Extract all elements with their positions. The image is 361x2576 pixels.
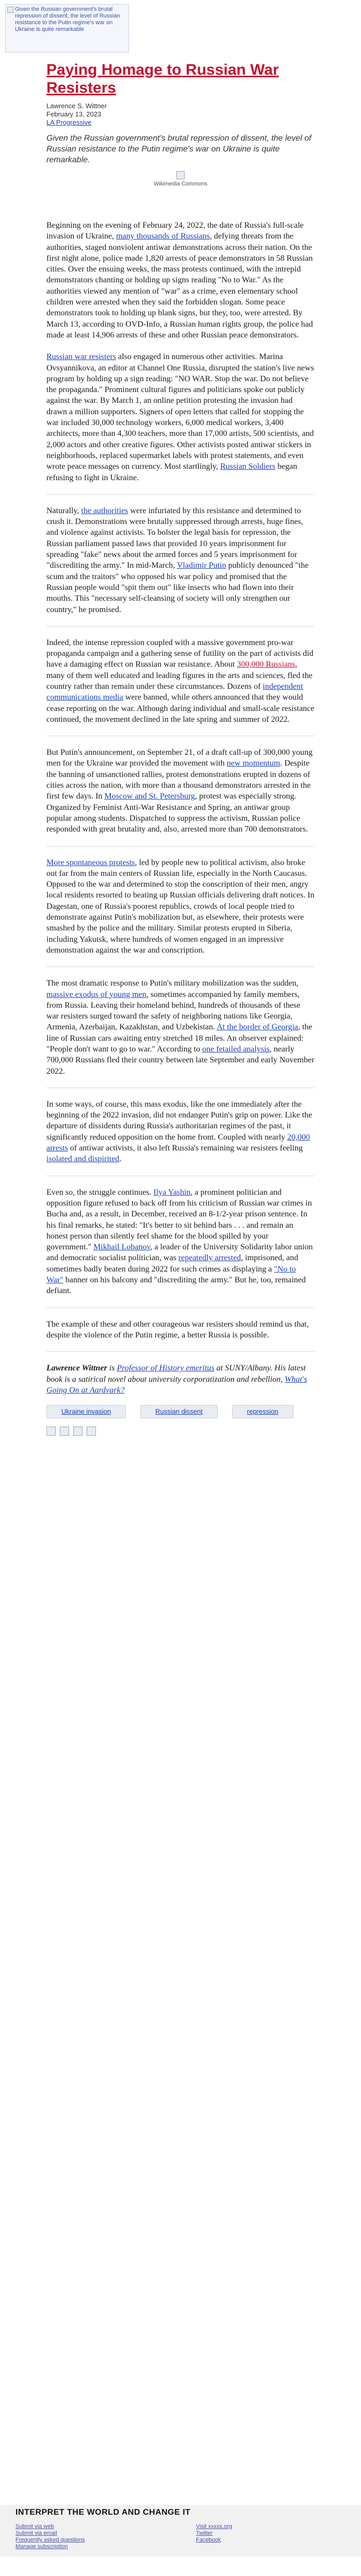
paragraph-4: Indeed, the intense repression coupled with a massive government pro-war propaganda campaign and a gathering sense of futility on the part of activists did have a damaging effect on Russian war resistance. About 300,000 Russians, many of them well educated and leading figures in the arts and sciences, fled the country rather than remain under these circumstances. Dozens of independent communications media were banned, while others announced that they would cease reporting on the war. Although daring individual and small-scale resistance continued, the movement declined in the late spring and summer of 2022.: [46, 638, 315, 724]
article-image: [46, 171, 315, 187]
link-submit-web[interactable]: Submit via web: [15, 2523, 54, 2530]
link-spontaneous-protests[interactable]: More spontaneous protests: [46, 858, 135, 867]
link-massive-exodus[interactable]: massive exodus of young men: [46, 990, 146, 999]
footer-heading: INTERPRET THE WORLD AND CHANGE IT: [15, 2508, 191, 2517]
tag-list: [46, 1405, 315, 1418]
broken-image-icon: [7, 7, 13, 13]
hero-alt-text: Given the Russian government's brutal repression of dissent, the level of Russian resistance to the Putin regime's war on Ukraine is quite remarkable: [15, 6, 120, 32]
image-credit: Wikimedia Commons: [154, 181, 207, 187]
link-russian-soldiers[interactable]: Russian Soldiers: [220, 462, 276, 471]
article: [46, 61, 315, 1439]
tag-ukraine-invasion[interactable]: Ukraine invasion: [46, 1405, 126, 1418]
link-twitter[interactable]: Twitter: [196, 2530, 213, 2536]
link-book-title[interactable]: What's Going On at Aardvark?: [46, 1375, 307, 1395]
link-mikhail-lobanov[interactable]: Mikhail Lobanov: [93, 1243, 151, 1252]
paragraph-1: Beginning on the evening of February 24, 2022, the date of Russia's full-scale invasion of Ukraine, many thousands of Russians, defying threats from the authorities, staged nonviolent antiwar demonstrations across their nation. On the first night alone, police made 1,820 arrests of peace demonstrators in 58 Russian cities. Over the ensuing weeks, the mass protests continued, with the intrepid demonstrators chanting or holding up signs reading "No to War." As the authorities viewed any mention of "war" as a crime, even elementary school children were arrested when they said the forbidden slogan. Some peace demonstrators took to holding up blank signs, but they, too, were arrested. By March 13, according to OVD-Info, a Russian human rights group, the police had made at least 14,906 arrests of these and other Russian peace demonstrators.: [46, 221, 313, 340]
link-300000-russians[interactable]: 300,000 Russians: [237, 660, 296, 669]
bio-author-name: Lawrence Wittner: [46, 1364, 107, 1373]
hero-image[interactable]: [5, 4, 129, 53]
divider: [46, 1351, 315, 1352]
link-many-thousands[interactable]: many thousands of Russians: [116, 232, 210, 241]
paragraph-7: The most dramatic response to Putin's military mobilization was the sudden, massive exodus of young men, sometimes accompanied by family members, from Russia. Leaving their homeland behind, hundreds of thousands of these war resisters surged toward the safety of neighboring nations like Georgia, Armenia, Azerbaijan, Kazakhstan, and Uzbekistan. At the border of Georgia, the line of Russian cars awaiting entry stretched 18 miles. An observer explained: "People don't want to go to war." According to one fetailed analysis, nearly 700,000 Russians fled their country between late September and early November 2022.: [46, 979, 315, 1076]
image-placeholder-icon: [176, 171, 185, 179]
newsletter-footer: [0, 2505, 361, 2556]
author-bio: Lawrence Wittner is Professor of History emeritus at SUNY/Albany. His latest book is a satirical novel about university corporatization and rebellion, What's Going On at Aardvark?: [46, 1364, 307, 1395]
link-war-resisters[interactable]: Russian war resisters: [46, 352, 117, 362]
paragraph-5: But Putin's announcement, on September 21, of a draft call-up of 300,000 young men for the Ukraine war provided the movement with new momentum. Despite the banning of unsanctioned rallies, protest demonstrations erupted in dozens of cities across the nation, with more than a thousand demonstrators arrested in the first few days. In Moscow and St. Petersburg, protest was especially strong. Organized by Feminist Anti-War Resistance and Spring, an antiwar group popular among students. Dispatched to suppress the activism, Russian police responded with great brutality and, also, arrested more than 700 demonstrators.: [46, 748, 313, 834]
link-20000-arrests[interactable]: 20,000 arrests: [46, 1132, 310, 1153]
share-icons: [46, 1427, 315, 1436]
link-border-of-georgia[interactable]: At the border of Georgia: [217, 1023, 298, 1032]
link-facebook[interactable]: Facebook: [196, 2537, 221, 2543]
share-icon[interactable]: [87, 1427, 96, 1436]
link-vladimir-putin[interactable]: Vladimir Putin: [177, 561, 226, 570]
source-link[interactable]: LA Progressive: [46, 118, 92, 126]
paragraph-10: The example of these and other courageous war resisters should remind us that, despite the violence of the Putin regime, a better Russia is possible.: [46, 1319, 309, 1340]
tag-repression[interactable]: repression: [232, 1405, 293, 1418]
link-professor-history[interactable]: Professor of History emeritus: [117, 1364, 215, 1373]
link-isolated-dispirited[interactable]: isolated and dispirited: [46, 1155, 120, 1164]
link-detailed-analysis[interactable]: one fetailed analysis: [202, 1045, 270, 1054]
link-moscow-st-petersburg[interactable]: Moscow and St. Petersburg: [104, 792, 195, 801]
link-visit-site[interactable]: Visit xxxxx.org: [196, 2523, 233, 2530]
paragraph-3: Naturally, the authorities were infuriated by this resistance and determined to crush it. Demonstrations were brutally suppressed through arrests, huge fines, and violence against activists. To bolster the legal basis for repression, the Russian parliament passed laws that provided 10 years imprisonment for spreading "fake" news about the armed forces and 5 years imprisonment for "discrediting the army." In mid-March, Vladimir Putin publicly denounced "the scum and the traitors" who opposed his war policy and promised that the Russian people would "spit them out" like insects who had flown into their mouths. This "necessary self-cleansing of society will only strengthen our country," he promised.: [46, 506, 309, 614]
share-icon[interactable]: [60, 1427, 69, 1436]
link-repeatedly-arrested[interactable]: repeatedly arrested: [178, 1253, 241, 1263]
link-faq[interactable]: Frequently asked questions: [15, 2537, 85, 2543]
author-name: Lawrence S. Wittner: [46, 102, 107, 110]
link-manage-subscription[interactable]: Manage subscription: [15, 2544, 68, 2550]
paragraph-6: More spontaneous protests, led by people new to political activism, also broke out far from the main centers of Russian life, especially in the North Caucasus. Opposed to the war and determined to stop the conscription of their men, angry local residents resorted to beating up Russian officials delivering draft notices. In Dagestan, one of Russia's poorest republics, crowds of local people tried to demonstrate against Putin's mobilization but, as elsewhere, their protests were smashed by the police and the military. Similar protests erupted in Siberia, including Yakutsk, where hundreds of women engaged in an impressive demonstration against the war and conscription.: [46, 858, 315, 955]
footer-links-right: [196, 2523, 232, 2544]
tag-russian-dissent[interactable]: Russian dissent: [140, 1405, 218, 1418]
paragraph-2: Russian war resisters also engaged in numerous other activities. Marina Ovsyannikova, an editor at Channel One Russia, disrupted the station's live news program by holding up a sign reading: "NO WAR. Stop the war. Do not believe the propaganda." Prominent cultural figures and politicians spoke out publicly against the war. By March 1, an online petition protesting the invasion had drawn a million supporters. Signers of open letters that called for stopping the war included 30,000 technology workers, 6,000 medical workers, 3,400 architects, more than 4,300 teachers, more than 17,000 artists, 500 scientists, and 2,000 actors and other creative figures. Other activists posted antiwar stickers in neighborhoods, replaced supermarket labels with protest statements, and even wrote peace messages on currency. Most startlingly, Russian Soldiers began refusing to fight in Ukraine.: [46, 352, 314, 482]
publish-date: February 13, 2023: [46, 110, 102, 118]
article-body: [46, 220, 315, 1436]
link-independent-media[interactable]: independent communications media: [46, 682, 303, 702]
link-ilya-yashin[interactable]: Ilya Yashin: [153, 1188, 191, 1197]
paragraph-8: In some ways, of course, this mass exodus, like the one immediately after the beginning of the 2022 invasion, did not endanger Putin's grip on power. Like the departure of dissidents during Russia's authoritarian regimes of the past, it significantly reduced opposition on the home front. Coupled with nearly 20,000 arrests of antiwar activists, it also left Russia's remaining war resisters feeling isolated and dispirited.: [46, 1099, 313, 1164]
share-icon[interactable]: [46, 1427, 56, 1436]
link-new-momentum[interactable]: new momentum: [226, 759, 281, 768]
article-lede: Given the Russian government's brutal repression of dissent, the level of Russian resistance to the Putin regime's war on Ukraine is quite remarkable.: [46, 134, 311, 164]
footer-links-left: [15, 2523, 85, 2550]
share-icon[interactable]: [73, 1427, 83, 1436]
link-submit-email[interactable]: Submit via email: [15, 2530, 57, 2536]
article-meta: [46, 102, 315, 127]
link-authorities[interactable]: the authorities: [81, 506, 128, 515]
link-no-to-war[interactable]: "No to War": [46, 1264, 296, 1285]
divider: [46, 494, 315, 495]
paragraph-9: Even so, the struggle continues. Ilya Yashin, a prominent politician and opposition figure refused to back off from his criticism of Russian war crimes in Bucha and, as a result, in December, received an 8-1/2-year prison sentence. In his final remarks, he stated: "It's better to sit behind bars . . . and remain an honest person than silently feel shame for the blood spilled by your government." Mikhail Lobanov, a leader of the University Solidarity labor union and democratic socialist politician, was repeatedly arrested, imprisoned, and sometimes badly beaten during 2022 for such crimes as displaying a "No to War" banner on his balcony and "discrediting the army." But he, too, remained defiant.: [46, 1188, 313, 1296]
article-title[interactable]: Paying Homage to Russian War Resisters: [46, 61, 279, 96]
